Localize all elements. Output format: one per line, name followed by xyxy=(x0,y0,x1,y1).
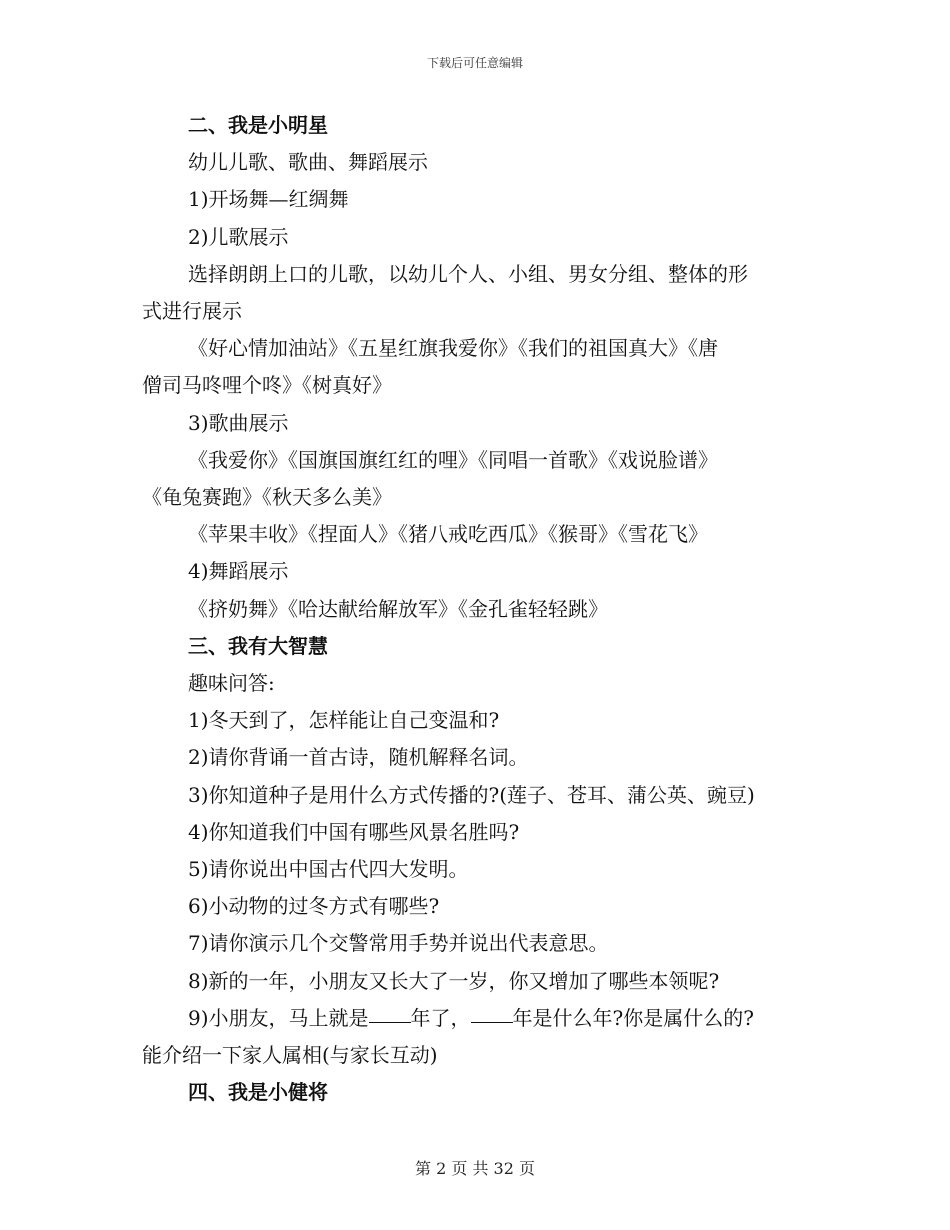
page-number: 第 2 页 共 32 页 xyxy=(415,1159,535,1178)
fill-in-blank xyxy=(471,1021,513,1023)
paragraph-continuation: 式进行展示 xyxy=(142,299,242,324)
song-list: 《苹果丰收》《捏面人》《猪八戒吃西瓜》《猴哥》《雪花飞》 xyxy=(188,522,708,547)
song-list-continuation: 僧司马咚哩个咚》《树真好》 xyxy=(142,373,392,398)
question-text: 年是什么年?你是属什么的? xyxy=(512,1005,754,1030)
question-item: 3)你知道种子是用什么方式传播的?(莲子、苍耳、蒲公英、豌豆) xyxy=(188,782,755,807)
question-item xyxy=(142,1000,810,1037)
question-continuation: 能介绍一下家人属相(与家长互动) xyxy=(142,1043,438,1068)
section-heading-3: 三、我有大智慧 xyxy=(188,633,328,658)
question-item: 5)请你说出中国古代四大发明。 xyxy=(188,857,469,882)
section-heading-4: 四、我是小健将 xyxy=(188,1080,328,1105)
list-item: 2)儿歌展示 xyxy=(188,224,289,249)
song-list-continuation: 《龟兔赛跑》《秋天多么美》 xyxy=(142,485,392,510)
fill-in-blank xyxy=(369,1021,411,1023)
list-item: 4)舞蹈展示 xyxy=(188,559,289,584)
paragraph: 幼儿儿歌、歌曲、舞蹈展示 xyxy=(188,150,428,175)
question-text: 年了， xyxy=(410,1005,471,1030)
question-item: 1)冬天到了，怎样能让自己变温和? xyxy=(188,708,500,733)
question-item: 8)新的一年，小朋友又长大了一岁，你又增加了哪些本领呢? xyxy=(188,968,720,993)
dance-list: 《挤奶舞》《哈达献给解放军》《金孔雀轻轻跳》 xyxy=(188,596,608,621)
song-list: 《我爱你》《国旗国旗红红的哩》《同唱一首歌》《戏说脸谱》 xyxy=(188,447,718,472)
question-item: 7)请你演示几个交警常用手势并说出代表意思。 xyxy=(188,931,609,956)
page-header-note: 下载后可任意编辑 xyxy=(426,56,523,70)
list-item: 3)歌曲展示 xyxy=(188,410,289,435)
paragraph: 趣味问答: xyxy=(188,671,275,696)
question-text: 9)小朋友，马上就是 xyxy=(188,1005,369,1030)
question-item: 2)请你背诵一首古诗，随机解释名词。 xyxy=(188,745,529,770)
paragraph: 选择朗朗上口的儿歌，以幼儿个人、小组、男女分组、整体的形 xyxy=(188,261,748,286)
song-list: 《好心情加油站》《五星红旗我爱你》《我们的祖国真大》《唐 xyxy=(188,336,718,361)
document-body xyxy=(142,107,810,1111)
list-item: 1)开场舞—红绸舞 xyxy=(188,187,349,212)
question-item: 4)你知道我们中国有哪些风景名胜吗? xyxy=(188,819,520,844)
question-item: 6)小动物的过冬方式有哪些? xyxy=(188,894,440,919)
section-heading-2: 二、我是小明星 xyxy=(188,113,328,137)
